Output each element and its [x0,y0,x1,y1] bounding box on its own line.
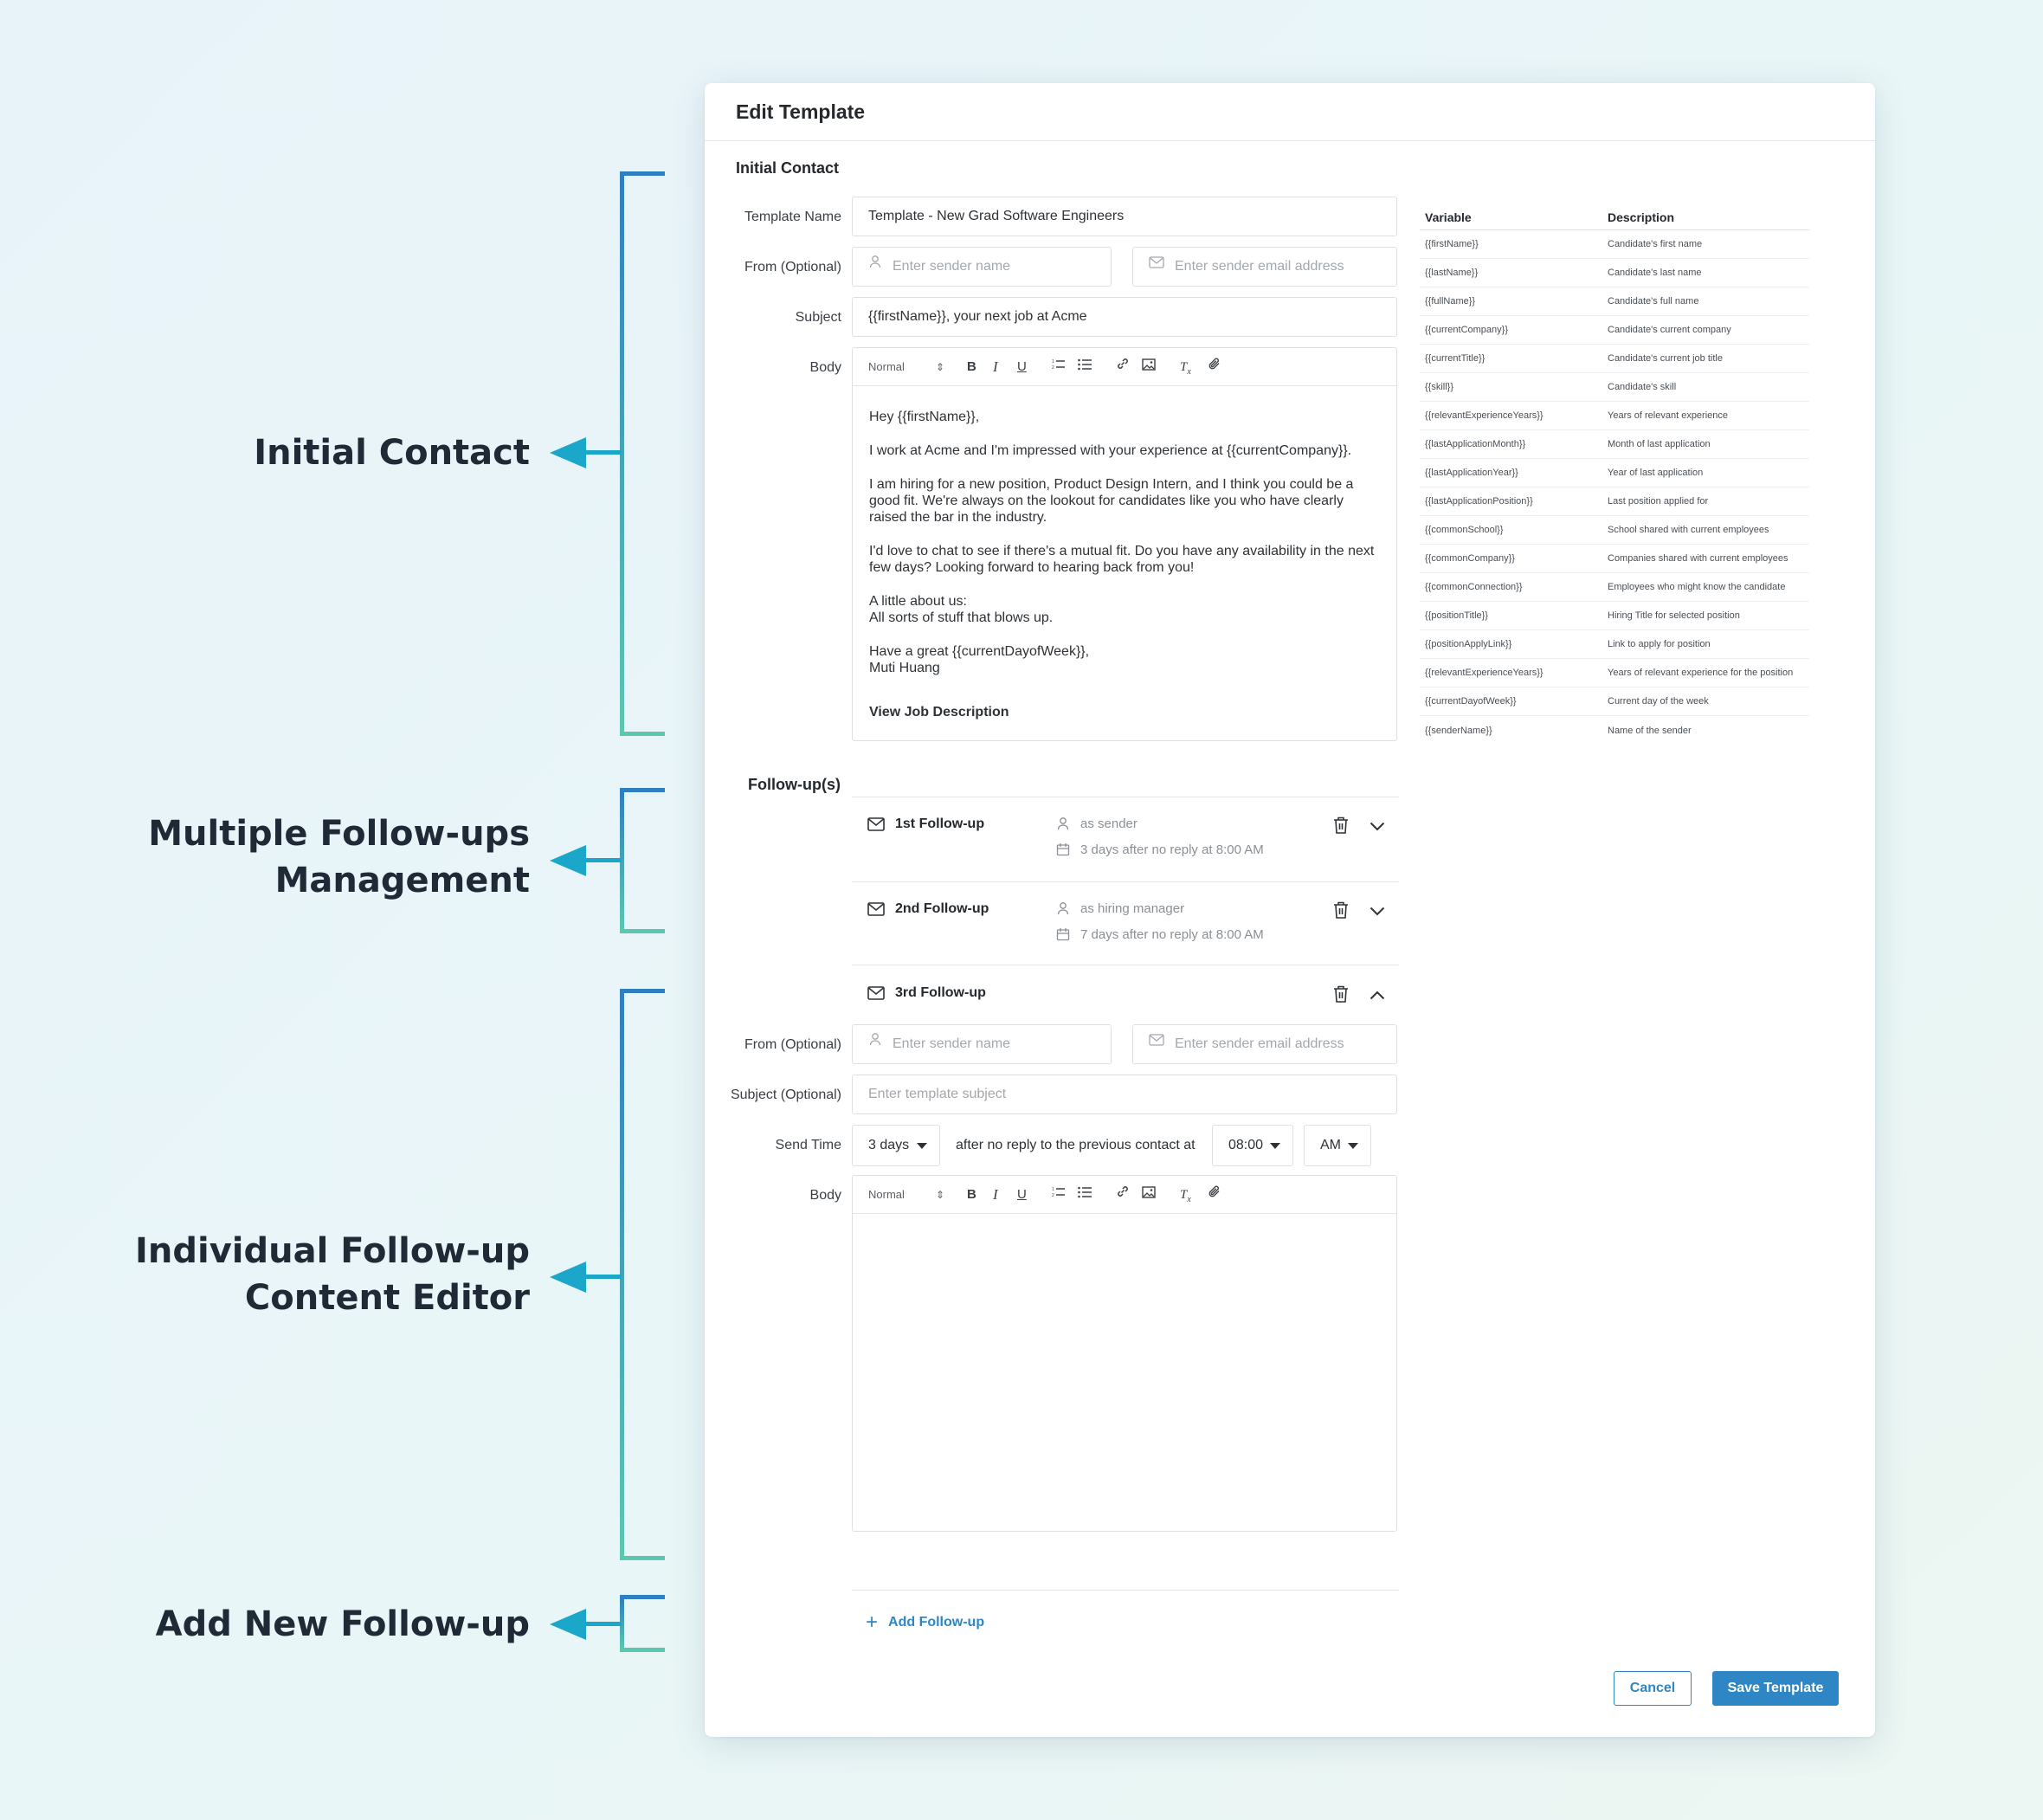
subject-placeholder: Enter template subject [868,1087,1007,1101]
annotation-arrow-line [585,858,622,862]
variable-name: {{relevantExperienceYears}} [1425,668,1544,678]
variable-row [1420,402,1809,430]
variable-name: {{currentTitle}} [1425,353,1486,364]
person-icon [868,247,882,284]
variable-description: Year of last application [1608,468,1704,478]
clear-format-icon[interactable]: $T_x$ [1180,360,1191,377]
link-icon[interactable] [1116,1176,1130,1214]
variable-name: {{lastApplicationYear}} [1425,468,1518,478]
variable-name: {{relevantExperienceYears}} [1425,410,1544,421]
variable-row [1420,373,1809,402]
body-line: Muti Huang [869,661,940,675]
mail-icon [867,817,885,836]
variable-row [1420,430,1809,459]
followup-sender-email-input[interactable] [1132,1024,1397,1064]
person-icon [1056,901,1070,915]
variable-name: {{currentCompany}} [1425,325,1509,335]
sender-name-placeholder: Enter sender name [893,259,1011,274]
cancel-button[interactable]: Cancel [1614,1671,1692,1706]
variable-row [1420,602,1809,630]
template-name-label: Template Name [744,210,841,224]
chevron-up-icon[interactable] [1370,989,1385,1004]
days-select[interactable] [852,1125,940,1166]
description-column-header: Description [1608,210,1675,224]
sender-name-placeholder: Enter sender name [893,1036,1011,1051]
followup-schedule-text: 7 days after no reply at 8:00 AM [1080,927,1264,942]
format-select[interactable]: Normal [868,360,905,373]
image-icon[interactable] [1142,1176,1156,1214]
variable-description: Name of the sender [1608,725,1692,736]
variable-description: Hiring Title for selected position [1608,610,1740,621]
followup-body-editor[interactable] [852,1175,1397,1532]
followup-row-2[interactable] [852,881,1399,965]
from-label: From (Optional) [744,1037,841,1052]
bullet-list-icon[interactable] [1078,348,1092,386]
followup-title: 2nd Follow-up [895,901,989,916]
variable-description: School shared with current employees [1608,525,1769,535]
trash-icon[interactable] [1333,985,1349,1007]
variable-row [1420,516,1809,545]
followup-sender-text: as sender [1080,816,1138,831]
subject-input[interactable] [852,297,1397,337]
followup-schedule [1056,927,1264,942]
followups-heading: Follow-up(s) [748,776,841,793]
variable-row [1420,316,1809,345]
variable-description: Years of relevant experience [1608,410,1729,421]
followup-title: 1st Follow-up [895,816,985,831]
mail-icon [1149,247,1164,284]
image-icon[interactable] [1142,348,1156,386]
body-paragraph [869,593,1379,626]
caret-down-icon [1270,1143,1280,1149]
from-label: From (Optional) [744,260,841,274]
bold-icon[interactable]: B [967,359,976,374]
send-time-description: after no reply to the previous contact at [956,1138,1196,1152]
variable-description: Employees who might know the candidate [1608,582,1786,592]
calendar-icon [1056,927,1070,941]
body-line: Have a great {{currentDayofWeek}}, [869,644,1090,659]
clear-format-icon[interactable]: $T_x$ [1180,1188,1191,1204]
variable-description: Years of relevant experience for the position [1608,668,1794,678]
body-content [869,409,1379,738]
plus-icon: + [866,1610,879,1634]
chevron-down-icon[interactable] [1370,905,1385,920]
annotation-arrow-icon [550,845,586,876]
body-label: Body [809,1188,841,1203]
variable-name: {{fullName}} [1425,296,1476,307]
variable-row [1420,459,1809,487]
followup-sender-name-input[interactable] [852,1024,1112,1064]
svg-text:2: 2 [1052,365,1054,371]
variable-name: {{positionTitle}} [1425,610,1488,621]
followup-row-1[interactable] [852,797,1399,881]
variable-name: {{currentDayofWeek}} [1425,696,1517,707]
mail-icon [867,902,885,920]
followup-schedule [1056,842,1264,857]
time-select[interactable] [1212,1125,1293,1166]
person-icon [1056,816,1070,830]
annotation-arrow-icon [550,1609,586,1640]
mail-icon [1149,1024,1164,1062]
italic-icon[interactable]: I [993,1186,998,1203]
variable-name: {{lastName}} [1425,268,1479,278]
variable-name: {{commonSchool}} [1425,525,1504,535]
variable-row [1420,259,1809,287]
edit-template-dialog [705,83,1875,1737]
ampm-select[interactable] [1304,1125,1371,1166]
link-icon[interactable] [1116,348,1130,386]
variable-description: Candidate's current company [1608,325,1731,335]
variable-description: Month of last application [1608,439,1711,449]
variable-row [1420,345,1809,373]
bold-icon[interactable]: B [967,1187,976,1202]
sort-arrows-icon[interactable]: ⇕ [936,1189,945,1201]
variables-table [1420,204,1809,745]
dialog-title: Edit Template [736,100,866,123]
sender-email-input[interactable] [1132,247,1397,287]
trash-icon[interactable] [1333,901,1349,923]
variable-row [1420,687,1809,716]
variable-description: Last position applied for [1608,496,1709,507]
variable-row [1420,545,1809,573]
variable-row [1420,287,1809,316]
days-value: 3 days [868,1138,910,1152]
send-time-label: Send Time [775,1138,841,1152]
followup-sender [1056,816,1138,831]
variables-table-header [1420,204,1809,230]
variable-description: Candidate's current job title [1608,353,1723,364]
variable-description: Candidate's full name [1608,296,1699,307]
followup-row-3[interactable] [852,965,1399,1025]
underline-icon[interactable]: U [1017,359,1027,374]
person-icon [868,1024,882,1062]
variable-name: {{lastApplicationMonth}} [1425,439,1526,449]
variable-name: {{senderName}} [1425,725,1492,736]
svg-text:2: 2 [1052,1193,1054,1198]
format-select[interactable]: Normal [868,1188,905,1201]
mail-icon [867,986,885,1004]
caret-down-icon [1348,1143,1358,1149]
subject-label: Subject [795,310,841,325]
ordered-list-icon[interactable] [1052,1176,1066,1214]
followup-schedule-text: 3 days after no reply at 8:00 AM [1080,842,1264,857]
svg-text:1: 1 [1052,359,1054,365]
ampm-value: AM [1320,1138,1341,1152]
italic-icon[interactable]: I [993,358,998,375]
add-followup-divider [852,1590,1399,1591]
body-paragraph: I am hiring for a new position, Product Design Intern, and I think you could be a good fit. We're always on the lookout for candidates like you who have clearly raised the bar in the industry. [869,477,1354,525]
body-paragraph: I'd love to chat to see if there's a mutual fit. Do you have any availability in the next few days? Looking forward to hearing back from you! [869,544,1375,575]
sender-name-input[interactable] [852,247,1112,287]
followup-sender-text: as hiring manager [1080,901,1185,916]
svg-text:1: 1 [1052,1187,1054,1192]
attachment-icon[interactable] [1208,348,1221,386]
annotation-arrow-line [585,1275,622,1279]
calendar-icon [1056,842,1070,856]
variable-name: {{commonConnection}} [1425,582,1523,592]
body-greeting: Hey {{firstName}}, [869,410,980,424]
variable-name: {{lastApplicationPosition}} [1425,496,1533,507]
template-name-value: Template - New Grad Software Engineers [868,209,1125,223]
annotation-bracket [620,989,665,1560]
annotation-bracket [620,788,665,933]
body-editor[interactable] [852,347,1397,741]
title-divider [705,140,1875,141]
variable-row [1420,630,1809,659]
annotation-label: Initial Contact [254,433,530,473]
annotation-bracket [620,171,665,736]
template-name-input[interactable] [852,197,1397,236]
annotation-arrow-icon [550,437,586,468]
chevron-down-icon[interactable] [1370,820,1385,836]
annotation-label: Multiple Follow-ups Management [148,814,530,900]
sender-email-placeholder: Enter sender email address [1175,1036,1344,1051]
body-line: All sorts of stuff that blows up. [869,610,1054,625]
variable-description: Link to apply for position [1608,639,1711,649]
body-paragraph: I work at Acme and I'm impressed with your experience at {{currentCompany}}. [869,443,1352,458]
variable-row [1420,716,1809,745]
ordered-list-icon[interactable] [1052,348,1066,386]
bullet-list-icon[interactable] [1078,1176,1092,1214]
variable-description: Candidate's skill [1608,382,1677,392]
trash-icon[interactable] [1333,816,1349,838]
editor-toolbar [853,348,1396,386]
attachment-icon[interactable] [1208,1176,1221,1214]
sender-email-placeholder: Enter sender email address [1175,259,1344,274]
subject-optional-label: Subject (Optional) [730,1087,841,1102]
followup-sender [1056,901,1184,916]
variable-row [1420,487,1809,516]
sort-arrows-icon[interactable]: ⇕ [936,361,945,373]
body-line: A little about us: [869,594,967,609]
annotation-bracket [620,1595,665,1652]
annotation-arrow-icon [550,1262,586,1293]
variable-name: {{firstName}} [1425,239,1479,249]
annotation-arrow-line [585,450,622,455]
body-paragraph [869,643,1379,676]
variable-row [1420,659,1809,687]
editor-toolbar [853,1176,1396,1214]
variable-column-header: Variable [1425,210,1472,224]
variable-description: Candidate's first name [1608,239,1703,249]
caret-down-icon [917,1143,927,1149]
initial-contact-heading: Initial Contact [736,159,840,177]
followup-subject-input[interactable] [852,1075,1397,1114]
variable-description: Current day of the week [1608,696,1709,707]
annotation-label: Individual Follow-up Content Editor [135,1231,530,1318]
variable-name: {{skill}} [1425,382,1454,392]
add-followup-button[interactable] [866,1610,984,1635]
view-job-description-link[interactable]: View Job Description [869,705,1009,720]
variable-name: {{positionApplyLink}} [1425,639,1512,649]
variable-description: Companies shared with current employees [1608,553,1788,564]
annotation-arrow-line [585,1622,622,1626]
variables-table-body [1420,230,1809,745]
add-followup-label: Add Follow-up [888,1615,985,1630]
subject-value: {{firstName}}, your next job at Acme [868,309,1087,324]
variable-row [1420,230,1809,259]
annotation-label: Add New Follow-up [155,1604,530,1644]
variable-name: {{commonCompany}} [1425,553,1515,564]
body-label: Body [809,360,841,375]
underline-icon[interactable]: U [1017,1187,1027,1202]
variable-row [1420,573,1809,602]
followup-title: 3rd Follow-up [895,985,986,1000]
variable-description: Candidate's last name [1608,268,1702,278]
save-template-button[interactable]: Save Template [1712,1671,1839,1706]
time-value: 08:00 [1228,1138,1264,1152]
